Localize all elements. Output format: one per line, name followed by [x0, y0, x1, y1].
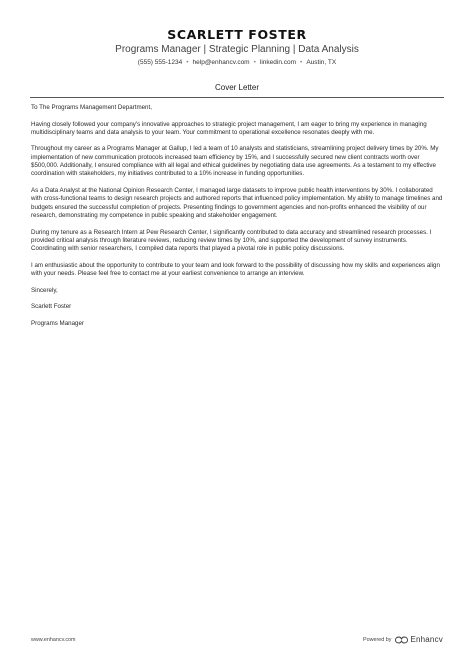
letter-closing: Sincerely, — [31, 286, 58, 294]
letter-salutation: To The Programs Management Department, — [31, 104, 152, 111]
footer-website[interactable]: www.enhancv.com — [31, 636, 76, 643]
letter-body — [31, 104, 443, 328]
powered-by — [363, 635, 443, 644]
contact-location: Austin, TX — [306, 59, 337, 66]
letter-paragraph: Having closely followed your company's innovative approaches to strategic project management, I am eager to bring my experience in managing multidisciplinary teams and data analysis to your team. Your commitment to operational excellence resonates deeply with me. — [31, 120, 427, 136]
section-header — [30, 77, 444, 98]
letter-paragraph: As a Data Analyst at the National Opinion Research Center, I managed large datasets to improve public health interventions by 30%. I collaborated with cross-functional teams to design research projects and authored reports that influenced policy implementation. My ability to manage timelines and budgets ensured the successful completion of projects. Presenting findings to government agencies and non-profits enhanced the visibility of our research, demonstrating my competence in public speaking and stakeholder engagement. — [31, 186, 443, 219]
candidate-subtitle: Programs Manager | Strategic Planning | Data Analysis — [115, 44, 359, 55]
enhancv-logo-icon — [395, 636, 408, 644]
contact-line — [0, 59, 474, 67]
footer — [31, 635, 443, 644]
contact-phone[interactable]: (555) 555-1234 — [137, 59, 183, 66]
contact-separator: • — [300, 59, 303, 66]
signature-title: Programs Manager — [31, 319, 84, 327]
contact-website[interactable]: linkedin.com — [259, 59, 297, 66]
letter-paragraph: Throughout my career as a Programs Manager at Gallup, I led a team of 10 analysts and statisticians, streamlining project delivery times by 20%. My implementation of new communication protocols increased team efficiency by 15%, and I successfully secured new client contracts worth over $500,000. Additionally, I ensured compliance with all legal and ethical guidelines by negotiating data use agreements. As a testament to my effective coordination with stakeholders, my initiatives contributed to a 10% increase in funding opportunities. — [31, 145, 439, 178]
candidate-name: SCARLETT FOSTER — [167, 27, 307, 42]
contact-email[interactable]: help@enhancv.com — [192, 59, 250, 66]
letter-paragraph: During my tenure as a Research Intern at Pew Research Center, I significantly contributed to data accuracy and streamlined research processes. I provided critical analysis through literature reviews, reducing review times by 10%, and supported the development of survey instruments. Coordinating with senior researchers, I compiled data reports that played a pivotal role in public policy discussions. — [31, 228, 432, 253]
contact-separator: • — [253, 59, 256, 66]
brand-logo[interactable] — [395, 635, 443, 644]
brand-name: Enhancv — [410, 635, 443, 644]
header — [0, 0, 474, 67]
signature-name: Scarlett Foster — [31, 303, 72, 311]
contact-separator: • — [186, 59, 189, 66]
section-title: Cover Letter — [214, 83, 260, 92]
powered-by-label: Powered by — [362, 636, 392, 643]
letter-paragraph: I am enthusiastic about the opportunity to contribute to your team and look forward to the possibility of discussing how my skills and experiences align with your needs. Please feel free to contact me at your earliest convenience to arrange an interview. — [31, 261, 440, 278]
